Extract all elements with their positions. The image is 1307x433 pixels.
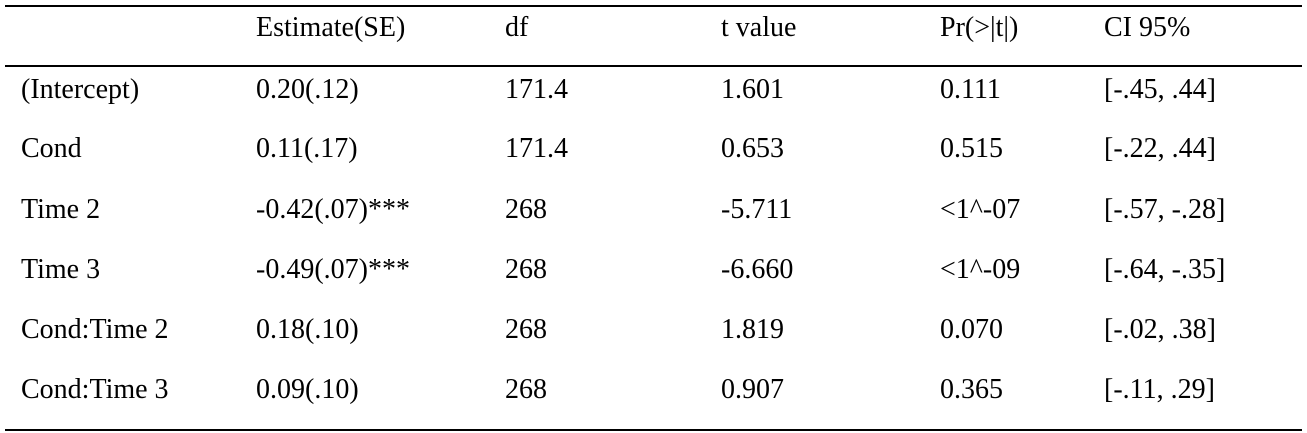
t-value-cell: -5.711	[721, 194, 793, 225]
estimate-cell: -0.42(.07)***	[256, 194, 410, 225]
table-row	[5, 70, 1302, 110]
df-cell: 171.4	[505, 74, 568, 105]
t-value-cell: -6.660	[721, 254, 794, 285]
header-ci: CI 95%	[1104, 12, 1191, 43]
p-value-cell: 0.515	[940, 133, 1003, 164]
estimate-cell: 0.11(.17)	[256, 133, 358, 164]
term-cell: Time 3	[21, 254, 101, 285]
table-row	[5, 250, 1302, 290]
term-cell: Cond	[21, 133, 82, 164]
p-value-cell: <1^-09	[940, 254, 1021, 285]
df-cell: 171.4	[505, 133, 568, 164]
estimate-cell: -0.49(.07)***	[256, 254, 410, 285]
regression-table	[5, 0, 1302, 433]
ci-cell: [-.11, .29]	[1104, 374, 1215, 405]
t-value-cell: 0.653	[721, 133, 784, 164]
header-rule	[5, 65, 1302, 67]
t-value-cell: 1.601	[721, 74, 784, 105]
p-value-cell: 0.070	[940, 314, 1003, 345]
estimate-cell: 0.20(.12)	[256, 74, 359, 105]
table-row	[5, 129, 1302, 169]
t-value-cell: 0.907	[721, 374, 784, 405]
term-cell: Cond:Time 2	[21, 314, 169, 345]
header-row	[5, 8, 1302, 48]
df-cell: 268	[505, 374, 547, 405]
header-estimate: Estimate(SE)	[256, 12, 406, 43]
bottom-rule	[5, 429, 1302, 431]
ci-cell: [-.64, -.35]	[1104, 254, 1226, 285]
ci-cell: [-.57, -.28]	[1104, 194, 1226, 225]
top-rule	[5, 5, 1302, 7]
df-cell: 268	[505, 194, 547, 225]
estimate-cell: 0.18(.10)	[256, 314, 359, 345]
p-value-cell: <1^-07	[940, 194, 1021, 225]
ci-cell: [-.45, .44]	[1104, 74, 1216, 105]
table-row	[5, 370, 1302, 410]
term-cell: Cond:Time 3	[21, 374, 169, 405]
ci-cell: [-.22, .44]	[1104, 133, 1216, 164]
t-value-cell: 1.819	[721, 314, 784, 345]
ci-cell: [-.02, .38]	[1104, 314, 1216, 345]
term-cell: (Intercept)	[21, 74, 140, 105]
table-row	[5, 190, 1302, 230]
estimate-cell: 0.09(.10)	[256, 374, 359, 405]
p-value-cell: 0.365	[940, 374, 1003, 405]
p-value-cell: 0.111	[940, 74, 1001, 105]
header-t-value: t value	[721, 12, 797, 43]
df-cell: 268	[505, 314, 547, 345]
header-p-value: Pr(>|t|)	[940, 12, 1019, 43]
term-cell: Time 2	[21, 194, 101, 225]
df-cell: 268	[505, 254, 547, 285]
header-df: df	[505, 12, 529, 43]
table-row	[5, 310, 1302, 350]
